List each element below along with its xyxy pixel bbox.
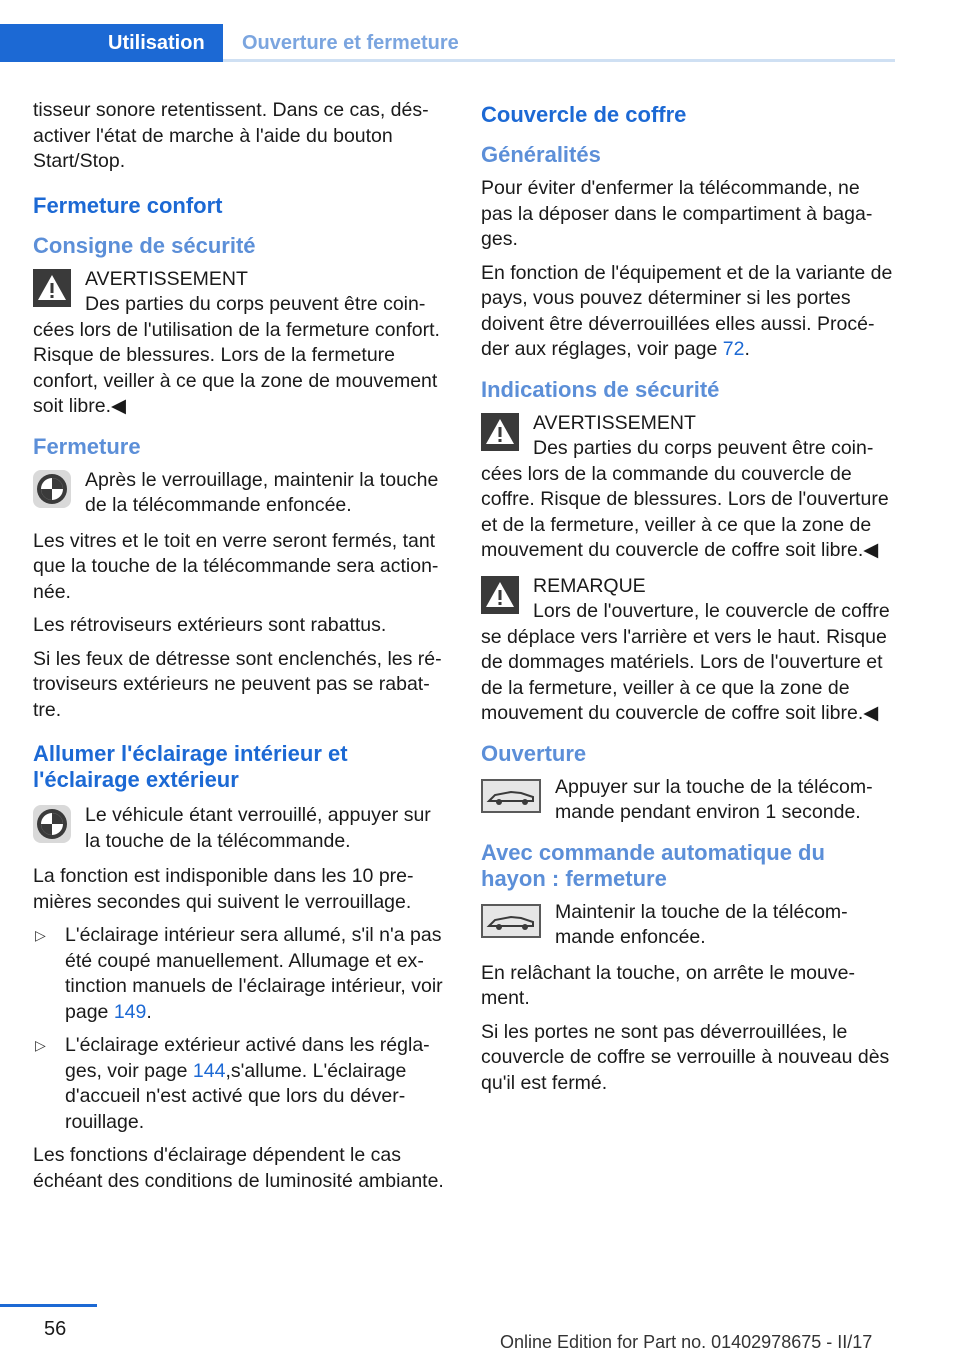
ouverture-text: Appuyer sur la touche de la télécommande pendant environ 1 seconde.	[555, 775, 873, 823]
bullet-text: L'éclairage intérieur sera allumé, s'il n'a pas été coupé manuellement. Allumage et extinction manuels de l'éclairage intérieur, voir page	[65, 924, 443, 1023]
warning-triangle-icon	[33, 269, 71, 307]
paragraph-relachant: En relâchant la touche, on arrête le mouvement.	[481, 961, 855, 1009]
allumer-block	[33, 803, 451, 854]
warning-block-2	[481, 411, 895, 564]
allumer-text: Le véhicule étant verrouillé, appuyer sur la touche de la télécommande.	[85, 804, 431, 852]
note-text: Lors de l'ouverture, le couvercle de coffre se déplace vers l'arrière et vers le haut. Risque de dommages matériels. Lors de l'ouverture et de la fermeture, veiller à ce que la zone de mouvement du couvercle de coffre soit libre.◀	[481, 600, 890, 724]
avec-block	[481, 900, 895, 951]
heading-avec-commande: Avec commande automatique du hayon : fermeture	[481, 839, 825, 891]
paragraph-retroviseurs: Les rétroviseurs extérieurs sont rabattus.	[33, 614, 387, 636]
footer-rule	[0, 1304, 97, 1307]
heading-couvercle-coffre: Couvercle de coffre	[481, 102, 687, 127]
car-trunk-icon	[481, 904, 541, 938]
paragraph-fonction-text: En fonction de l'équipement et de la variante de pays, vous pouvez déterminer si les portes doivent être déverrouillées elles aussi. Procéder aux réglages, voir page	[481, 261, 893, 360]
warning-label: AVERTISSEMENT	[533, 411, 696, 434]
page-number: 56	[44, 1318, 67, 1340]
heading-fermeture-confort: Fermeture confort	[33, 192, 223, 218]
right-column	[481, 98, 895, 1104]
warning-block-1	[33, 267, 451, 420]
bullet-text-end: ,s'allume. L'éclairage d'accueil n'est activé que lors du déverrouillage.	[65, 1059, 407, 1133]
heading-allumer-eclairage: Allumer l'éclairage intérieur et l'éclairage extérieur	[33, 741, 348, 792]
list-item	[33, 1033, 451, 1135]
header-section-tab: Utilisation	[0, 24, 223, 62]
fermeture-block	[33, 468, 451, 519]
bmw-key-icon	[33, 805, 71, 843]
bullet-text-end: .	[146, 1000, 152, 1023]
paragraph-eviter: Pour éviter d'enfermer la télécommande, ne pas la déposer dans le compartiment à bagages.	[481, 177, 873, 250]
heading-generalites: Généralités	[481, 142, 601, 167]
header-subsection: Ouverture et fermeture	[242, 32, 459, 54]
note-block	[481, 574, 895, 727]
paragraph-vitres: Les vitres et le toit en verre seront fermés, tant que la touche de la télécommande sera actionnée.	[33, 529, 439, 603]
list-item	[33, 923, 451, 1025]
paragraph-fonction-equipement	[481, 261, 895, 363]
page-header	[0, 24, 895, 62]
heading-ouverture: Ouverture	[481, 740, 587, 766]
paragraph-fonction-indisponible: La fonction est indisponible dans les 10 premières secondes qui suivent le verrouillage.	[33, 865, 414, 913]
bullet-text: L'éclairage extérieur activé dans les réglages, voir page	[65, 1034, 430, 1082]
left-column	[33, 98, 451, 1202]
intro-paragraph: tisseur sonore retentissent. Dans ce cas, désactiver l'état de marche à l'aide du bouton Start/Stop.	[33, 99, 429, 172]
page-link-149[interactable]: 149	[113, 1000, 147, 1023]
paragraph-fonction-end: .	[744, 338, 750, 360]
warning-triangle-icon	[481, 413, 519, 451]
ouverture-block	[481, 775, 895, 826]
paragraph-feux: Si les feux de détresse sont enclenchés, les rétroviseurs extérieurs ne peuvent pas se rabattre.	[33, 647, 442, 721]
edition-note: Online Edition for Part no. 01402978675 - II/17	[500, 1332, 873, 1352]
heading-consigne-securite: Consigne de sécurité	[33, 232, 256, 258]
warning-label: AVERTISSEMENT	[85, 267, 248, 290]
heading-indications-securite: Indications de sécurité	[481, 376, 720, 402]
eclairage-list	[33, 923, 451, 1135]
paragraph-fonctions-eclairage: Les fonctions d'éclairage dépendent le cas échéant des conditions de luminosité ambiante.	[33, 1144, 444, 1192]
warning-text: Des parties du corps peuvent être coincées lors de la commande du couvercle de coffre. Risque de blessures. Lors de l'ouverture et de la fermeture, veiller à ce que la zone de mouvement du couvercle de coffre soit libre.◀	[481, 437, 889, 561]
warning-text: Des parties du corps peuvent être coincées lors de l'utilisation de la fermeture confort. Risque de blessures. Lors de la fermeture confort, veiller à ce que la zone de mouvement soit libre.◀	[33, 293, 440, 417]
bmw-key-icon	[33, 470, 71, 508]
paragraph-portes: Si les portes ne sont pas déverrouillées, le couvercle de coffre se verrouille à nouveau dès qu'il est fermé.	[481, 1020, 890, 1094]
note-label: REMARQUE	[533, 574, 646, 597]
fermeture-text: Après le verrouillage, maintenir la touche de la télécommande enfoncée.	[85, 468, 439, 516]
bullet-triangle-icon: ▷	[35, 1037, 46, 1053]
heading-fermeture: Fermeture	[33, 433, 141, 459]
page-link-72[interactable]: 72	[722, 338, 745, 360]
car-trunk-icon	[481, 779, 541, 813]
avec-text: Maintenir la touche de la télécommande enfoncée.	[555, 900, 848, 948]
bullet-triangle-icon: ▷	[35, 927, 46, 943]
page-link-144[interactable]: 144	[192, 1059, 226, 1082]
warning-triangle-icon	[481, 576, 519, 614]
